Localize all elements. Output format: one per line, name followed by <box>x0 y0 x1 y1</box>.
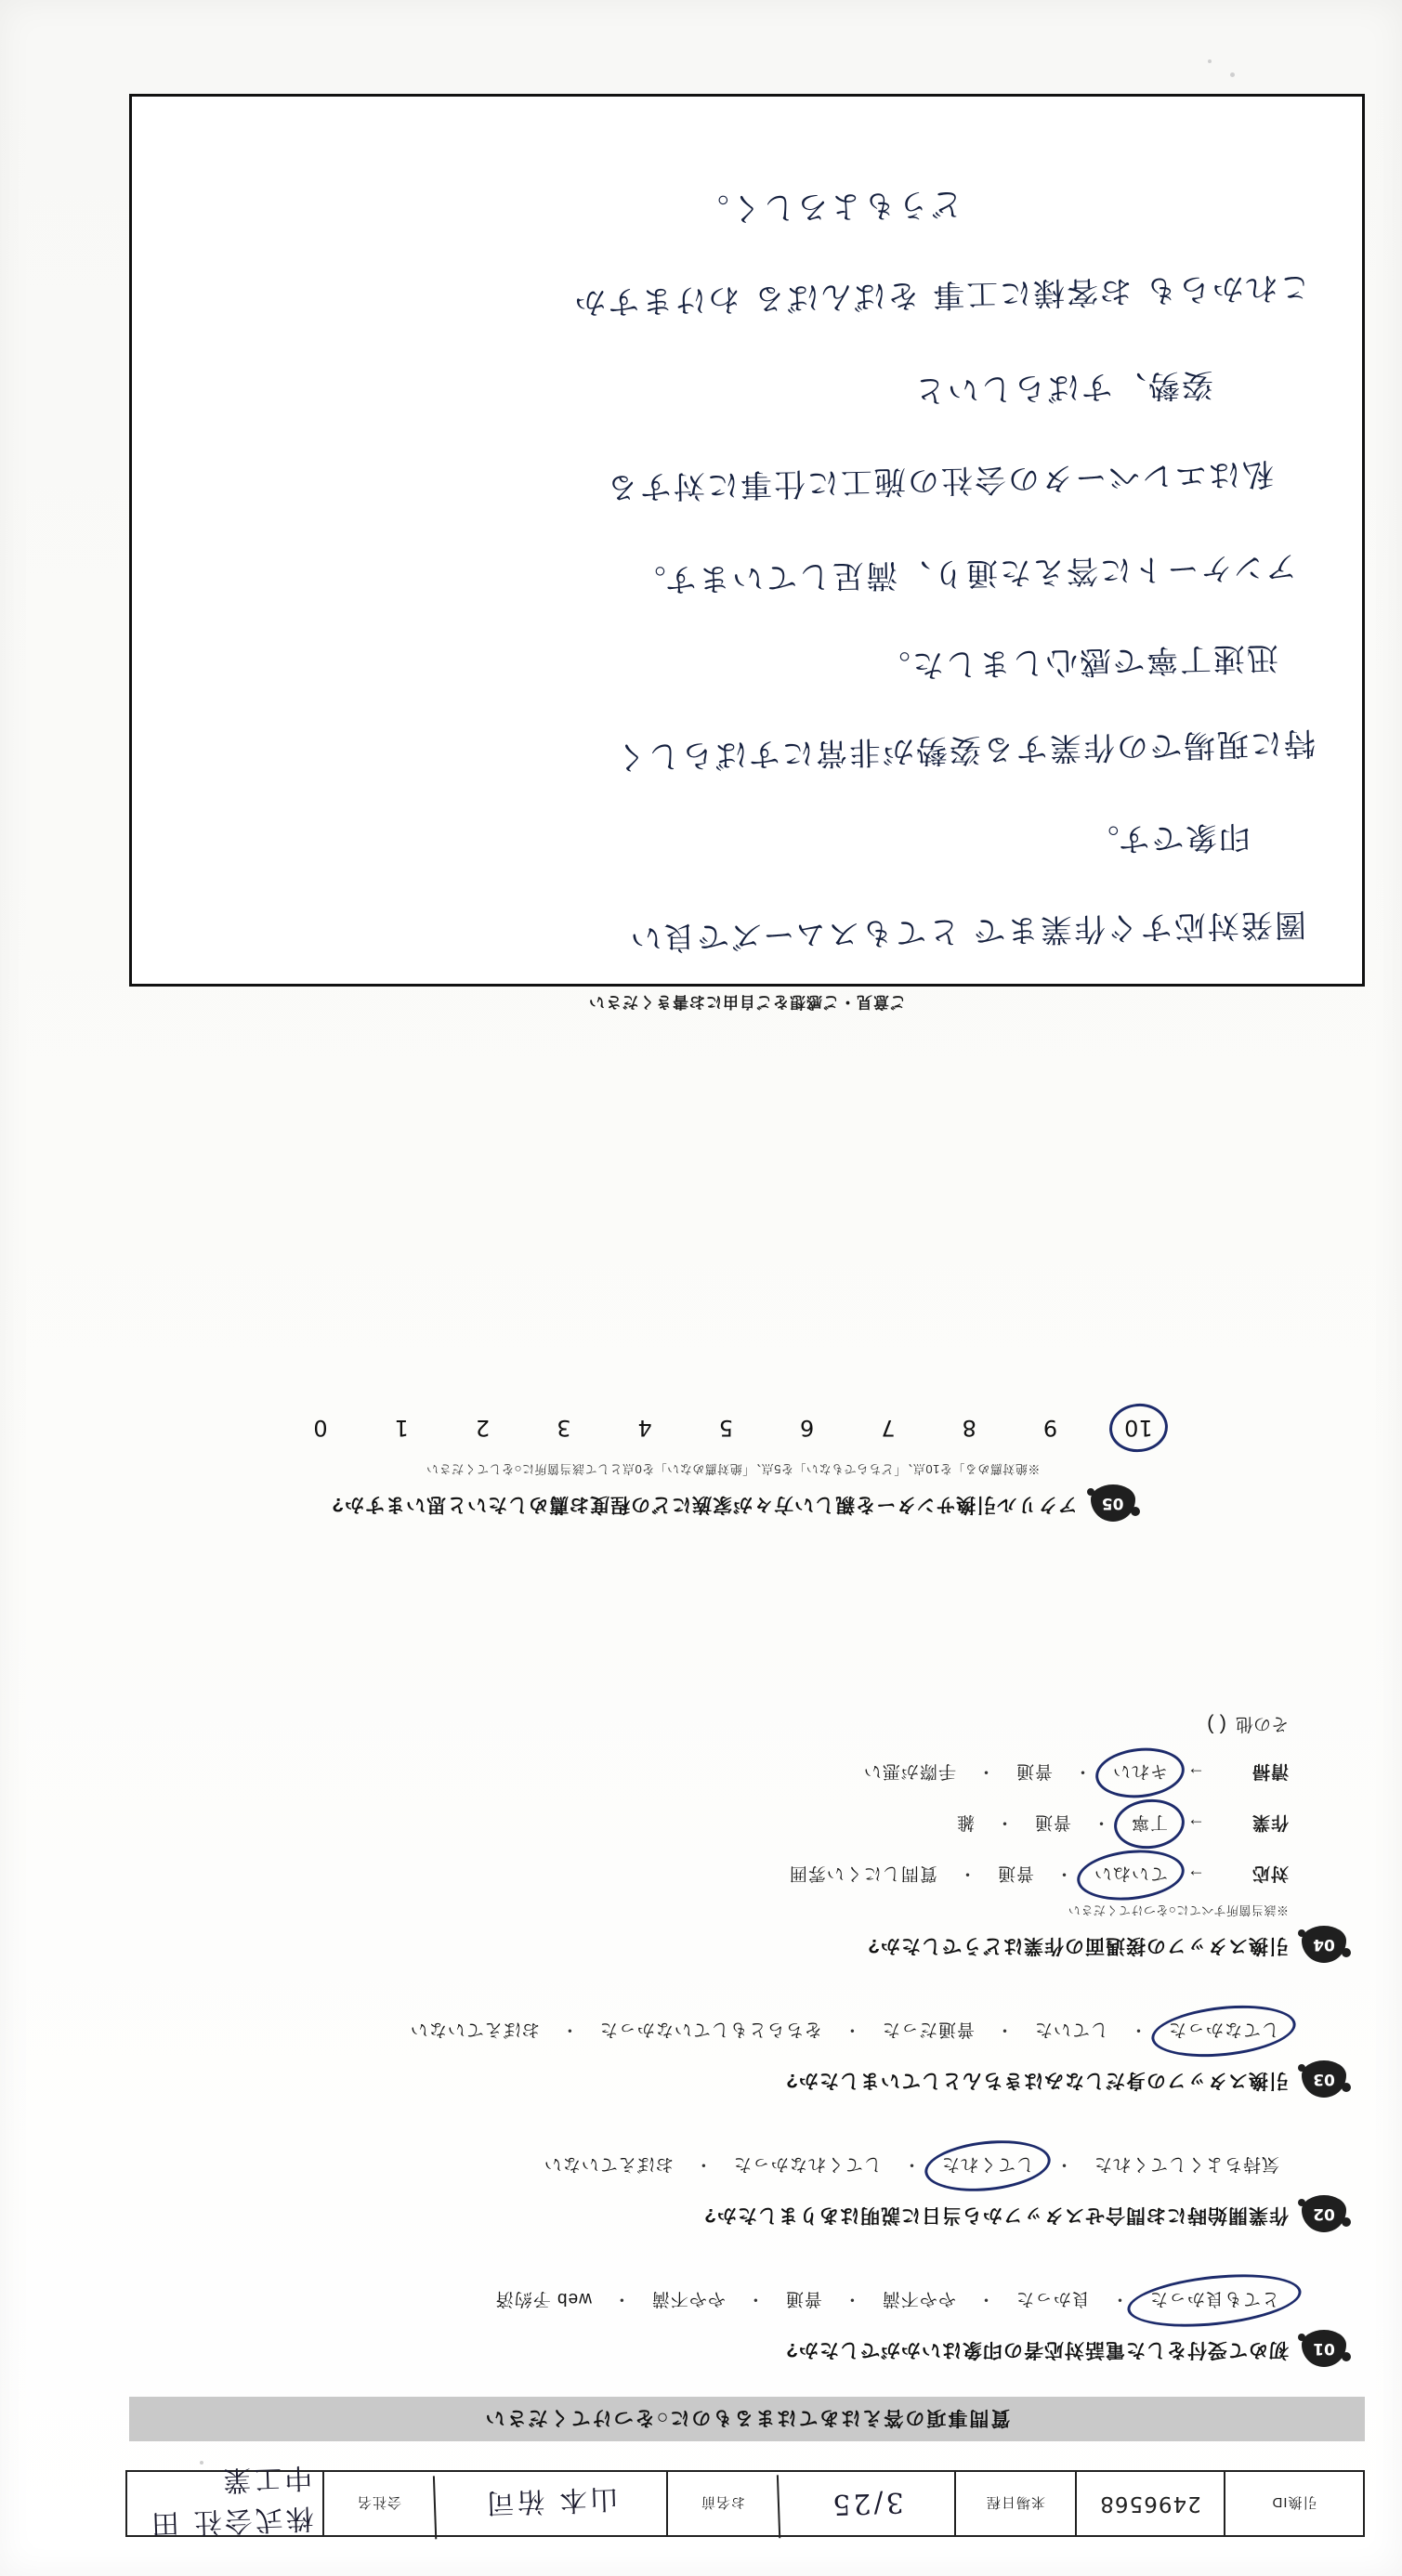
option-1[interactable]: していた <box>1033 2020 1108 2039</box>
question-02 <box>120 2150 1346 2232</box>
question-note: ※絶対薦める」を10点、「どちらでもない」を5点、「絶対薦めない」を0点として該当箇所に○をしてください <box>426 1462 1041 1476</box>
section-title: 質問事項の答えはあてはまるものに○をつけてください <box>129 2397 1365 2441</box>
comment-line-1: 圏発対応すぐ作業まで とてもスムーズで良い <box>628 905 1307 957</box>
question-text: 作業開始時にお問合せスタッフから当日に説明はありましたか? <box>703 2204 1289 2226</box>
comment-line-6: 私はエレベータの会社の施工に仕事に対する <box>604 454 1275 506</box>
answer-options[interactable] <box>120 2284 1289 2317</box>
question-01 <box>120 2284 1346 2367</box>
answer-options[interactable] <box>120 2150 1289 2182</box>
matrix-option-1[interactable]: 普通 <box>1033 1812 1071 1832</box>
question-text: 引換スタッフの身だしなみはきちんとしていましたか? <box>785 2070 1289 2091</box>
comment-line-3: 特に現場での作業する姿勢が非常にすばらしく <box>612 724 1317 776</box>
option-3[interactable]: 普通 <box>784 2289 822 2308</box>
option-3[interactable]: おぼえていない <box>543 2154 674 2174</box>
arrow-icon: → <box>1186 1814 1205 1835</box>
date-value: 3/25 <box>777 2469 955 2539</box>
comment-line-5: アンケートに答えた通り、満足しています。 <box>632 547 1298 599</box>
answer-options[interactable] <box>120 2015 1289 2047</box>
option-0[interactable]: とても良かった <box>1140 2284 1289 2317</box>
option-separator: ・ <box>1109 2289 1129 2308</box>
scale-9[interactable]: 9 <box>1042 1415 1058 1441</box>
option-separator: ・ <box>611 2289 631 2308</box>
matrix-row <box>120 1757 1289 1789</box>
other-label: その他 <box>1235 1714 1289 1733</box>
matrix-row-label: 清掃 <box>1251 1761 1289 1781</box>
option-separator: ・ <box>976 2289 995 2308</box>
comment-label: ご意見・ご感想をご自由にお書きください <box>588 993 906 1011</box>
question-number-badge: 01 <box>1302 2330 1346 2367</box>
comment-section <box>129 94 1365 1015</box>
question-04 <box>120 1713 1346 1963</box>
scan-speck <box>1208 59 1212 63</box>
matrix-row <box>120 1808 1289 1840</box>
scale-3[interactable]: 3 <box>557 1415 571 1441</box>
arrow-icon: → <box>1186 1763 1205 1784</box>
scale-6[interactable]: 6 <box>800 1415 815 1441</box>
question-text: アクリル引換サンターを親しい方々が家族にどの程度お薦めしたいと思いますか? <box>331 1494 1078 1515</box>
matrix-row <box>120 1859 1289 1891</box>
option-separator: ・ <box>559 2020 579 2039</box>
matrix-option-2[interactable]: 手際が悪い <box>862 1761 956 1781</box>
scale-8[interactable]: 8 <box>962 1415 976 1441</box>
scale-4[interactable]: 4 <box>637 1415 652 1441</box>
option-separator: ・ <box>842 2020 861 2039</box>
other-input[interactable]: ( ) <box>1207 1714 1226 1738</box>
other-option-row[interactable] <box>120 1713 1289 1738</box>
option-2[interactable]: してくれなかった <box>732 2154 882 2174</box>
question-text: 初めて受付をした電話対応者の印象はいかがでしたか? <box>785 2339 1289 2360</box>
matrix-option-2[interactable]: 雑 <box>955 1812 975 1832</box>
option-separator: ・ <box>976 1761 995 1781</box>
header-bar <box>125 2460 1365 2540</box>
option-3[interactable]: をちらともしていなかった <box>598 2020 822 2039</box>
scale-7[interactable]: 7 <box>881 1415 896 1441</box>
company-value: 株式会社 田中工業 <box>148 2460 315 2540</box>
scale-5[interactable]: 5 <box>718 1415 734 1441</box>
option-separator: ・ <box>1072 1761 1092 1781</box>
option-0[interactable]: してなかった <box>1159 2015 1289 2047</box>
scale-2[interactable]: 2 <box>475 1415 491 1441</box>
matrix-options <box>120 1757 1289 1891</box>
company-label: 会社名 <box>322 2472 434 2535</box>
comment-box[interactable] <box>129 94 1365 987</box>
option-separator: ・ <box>842 2289 861 2308</box>
question-05 <box>120 1411 1346 1522</box>
comment-line-4: 迅速丁寧で感心しました。 <box>876 638 1279 685</box>
option-5[interactable]: web 予約済 <box>494 2289 592 2308</box>
scan-speck <box>1230 72 1235 77</box>
option-4[interactable]: おぼえていない <box>409 2020 540 2039</box>
name-label: お名前 <box>666 2472 778 2535</box>
comment-line-9: どうもよろしく。 <box>695 184 963 229</box>
id-value: 2496568 <box>1075 2472 1224 2535</box>
matrix-row-label: 作業 <box>1251 1812 1289 1832</box>
question-number-badge: 05 <box>1091 1484 1135 1522</box>
option-2[interactable]: 普通だった <box>881 2020 975 2039</box>
option-1[interactable]: してくれた <box>932 2150 1043 2182</box>
scale-10[interactable]: 10 <box>1118 1411 1160 1445</box>
scale-options[interactable] <box>120 1411 1346 1445</box>
date-label: 来場日程 <box>954 2472 1075 2535</box>
option-separator: ・ <box>745 2289 765 2308</box>
scan-speck <box>200 2461 203 2465</box>
question-number-badge: 02 <box>1302 2195 1346 2232</box>
option-4[interactable]: やや不満 <box>650 2289 726 2308</box>
scale-0[interactable]: 0 <box>313 1415 328 1441</box>
option-separator: ・ <box>957 1863 976 1883</box>
option-2[interactable]: やや不満 <box>881 2289 956 2308</box>
option-separator: ・ <box>994 1812 1014 1832</box>
matrix-option-1[interactable]: 普通 <box>996 1863 1034 1883</box>
option-separator: ・ <box>994 2020 1014 2039</box>
option-separator: ・ <box>693 2154 713 2174</box>
comment-line-2: 印象です。 <box>1085 817 1251 858</box>
option-1[interactable]: 良かった <box>1015 2289 1090 2308</box>
option-separator: ・ <box>1054 1863 1073 1883</box>
question-text: 引換スタッフの接遇面の作業はどうでしたか? <box>867 1935 1289 1956</box>
matrix-option-2[interactable]: 質問しにくい雰囲 <box>788 1863 937 1883</box>
option-separator: ・ <box>1091 1812 1110 1832</box>
question-03 <box>120 2015 1346 2098</box>
matrix-option-1[interactable]: 普通 <box>1015 1761 1053 1781</box>
option-separator: ・ <box>1128 2020 1147 2039</box>
option-separator: ・ <box>901 2154 921 2174</box>
comment-line-7: 姿勢、すばらしいと <box>911 365 1214 410</box>
comment-line-8: これからも お客様に工事 をばんばる わけますか <box>572 268 1312 321</box>
question-note: ※該当箇所すべてに○をつけてください <box>1068 1903 1289 1917</box>
option-separator: ・ <box>1054 2154 1073 2174</box>
matrix-option-0[interactable]: 丁寧 <box>1121 1808 1177 1840</box>
name-value: 山本 祐司 <box>433 2468 667 2540</box>
question-number-badge: 03 <box>1302 2060 1346 2098</box>
scale-1[interactable]: 1 <box>394 1415 409 1441</box>
matrix-option-0[interactable]: キれい <box>1103 1757 1177 1789</box>
id-label: 引換ID <box>1224 2472 1363 2535</box>
matrix-option-0[interactable]: ていねい <box>1084 1859 1177 1891</box>
arrow-icon: → <box>1186 1865 1205 1886</box>
question-number-badge: 04 <box>1302 1926 1346 1963</box>
option-0[interactable]: 気持ちよくしてくれた <box>1093 2154 1279 2174</box>
matrix-row-label: 対応 <box>1251 1863 1289 1883</box>
